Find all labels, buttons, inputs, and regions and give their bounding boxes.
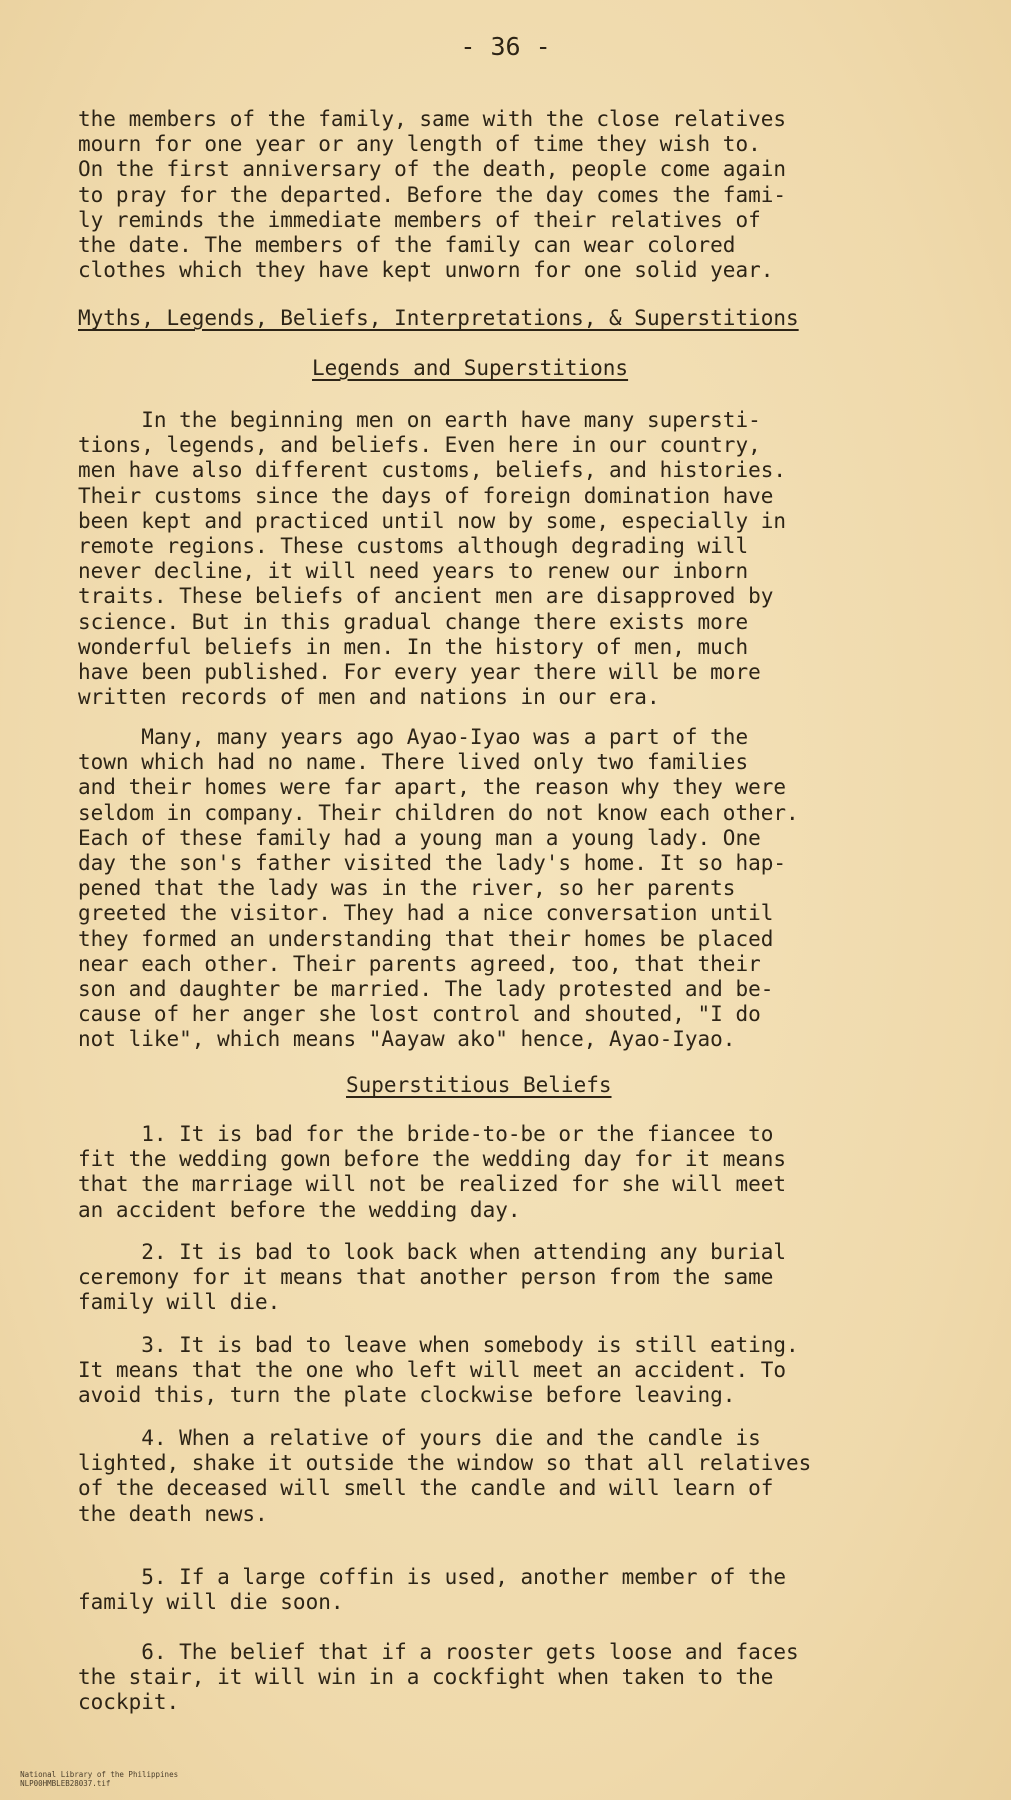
text-line: an accident before the wedding day.	[78, 1197, 521, 1222]
scan-footer	[2, 1761, 198, 1797]
text-line: that the marriage will not be realized for she will meet	[78, 1172, 787, 1197]
text-line: lighted, shake it outside the window so that all relatives	[78, 1451, 812, 1476]
text-line: been kept and practiced until now by some, especially in	[78, 508, 787, 533]
text-line: Many, many years ago Ayao-Iyao was a part of the	[78, 725, 749, 749]
text-line: of the deceased will smell the candle and will learn of	[78, 1476, 774, 1501]
text-line: clothes which they have kept unworn for one solid year.	[78, 258, 774, 283]
text-line: cockpit.	[78, 1690, 180, 1715]
belief-item-3	[78, 1333, 958, 1409]
library-credit: National Library of the Philippines	[20, 1770, 179, 1779]
text-line: day the son's father visited the lady's home. It so hap-	[78, 851, 787, 876]
text-line: mourn for one year or any length of time they wish to.	[78, 132, 761, 157]
text-line: not like", which means "Aayaw ako" hence, Ayao-Iyao.	[78, 1027, 736, 1052]
text-line: family will die.	[78, 1290, 281, 1315]
text-line: never decline, it will need years to renew our inborn	[78, 559, 749, 584]
text-line: men have also different customs, beliefs, and histories.	[78, 458, 787, 483]
text-line: town which had no name. There lived only two families	[78, 750, 749, 775]
text-line: the death news.	[78, 1501, 268, 1526]
text-line: and their homes were far apart, the reason why they were	[78, 775, 787, 800]
text-line: 3. It is bad to leave when somebody is still eating.	[78, 1333, 799, 1357]
intro-paragraph	[78, 107, 958, 283]
text-line: Their customs since the days of foreign domination have	[78, 483, 774, 508]
legends-paragraph-2	[78, 725, 958, 1053]
text-line: 6. The belief that if a rooster gets loose and faces	[78, 1640, 799, 1664]
text-line: ceremony for it means that another person from the same	[78, 1265, 774, 1290]
text-line: the members of the family, same with the close relatives	[78, 107, 787, 131]
beliefs-subheading: Superstitious Beliefs	[346, 1073, 612, 1097]
belief-item-2	[78, 1240, 958, 1316]
text-line: 5. If a large coffin is used, another member of the	[78, 1565, 787, 1589]
belief-item-1	[78, 1122, 958, 1223]
text-line: 4. When a relative of yours die and the candle is	[78, 1426, 761, 1450]
text-line: the stair, it will win in a cockfight when taken to the	[78, 1665, 774, 1690]
text-line: science. But in this gradual change there exists more	[78, 609, 749, 634]
page-number: - 36 -	[460, 32, 551, 61]
legends-subheading: Legends and Superstitions	[312, 356, 629, 380]
belief-item-6	[78, 1640, 958, 1716]
text-line: they formed an understanding that their homes be placed	[78, 926, 774, 951]
text-line: wonderful beliefs in men. In the history of men, much	[78, 634, 749, 659]
file-id: NLP00HMBLEB28037.tif	[20, 1779, 111, 1788]
text-line: greeted the visitor. They had a nice conversation until	[78, 901, 774, 926]
text-line: In the beginning men on earth have many supersti-	[78, 408, 761, 432]
text-line: 1. It is bad for the bride-to-be or the fiancee to	[78, 1122, 774, 1146]
text-line: On the first anniversary of the death, people come again	[78, 157, 787, 182]
legends-paragraph-1	[78, 408, 958, 710]
text-line: remote regions. These customs although degrading will	[78, 534, 749, 559]
text-line: to pray for the departed. Before the day comes the fami-	[78, 182, 787, 207]
text-line: avoid this, turn the plate clockwise before leaving.	[78, 1383, 736, 1408]
text-line: tions, legends, and beliefs. Even here in our country,	[78, 433, 761, 458]
belief-item-4	[78, 1426, 958, 1527]
section-heading: Myths, Legends, Beliefs, Interpretations, & Superstitions	[78, 306, 799, 330]
text-line: written records of men and nations in our era.	[78, 685, 660, 710]
text-line: traits. These beliefs of ancient men are disapproved by	[78, 584, 774, 609]
text-line: the date. The members of the family can wear colored	[78, 233, 736, 258]
text-line: It means that the one who left will meet an accident. To	[78, 1358, 787, 1383]
text-line: family will die soon.	[78, 1590, 344, 1615]
belief-item-5	[78, 1565, 958, 1615]
text-line: fit the wedding gown before the wedding day for it means	[78, 1147, 787, 1172]
text-line: ly reminds the immediate members of their relatives of	[78, 207, 761, 232]
text-line: 2. It is bad to look back when attending any burial	[78, 1240, 787, 1264]
text-line: son and daughter be married. The lady protested and be-	[78, 977, 774, 1002]
text-line: seldom in company. Their children do not know each other.	[78, 800, 799, 825]
text-line: Each of these family had a young man a young lady. One	[78, 825, 761, 850]
text-line: near each other. Their parents agreed, too, that their	[78, 951, 761, 976]
text-line: cause of her anger she lost control and shouted, "I do	[78, 1002, 761, 1027]
text-line: pened that the lady was in the river, so her parents	[78, 876, 736, 901]
text-line: have been published. For every year there will be more	[78, 660, 761, 685]
